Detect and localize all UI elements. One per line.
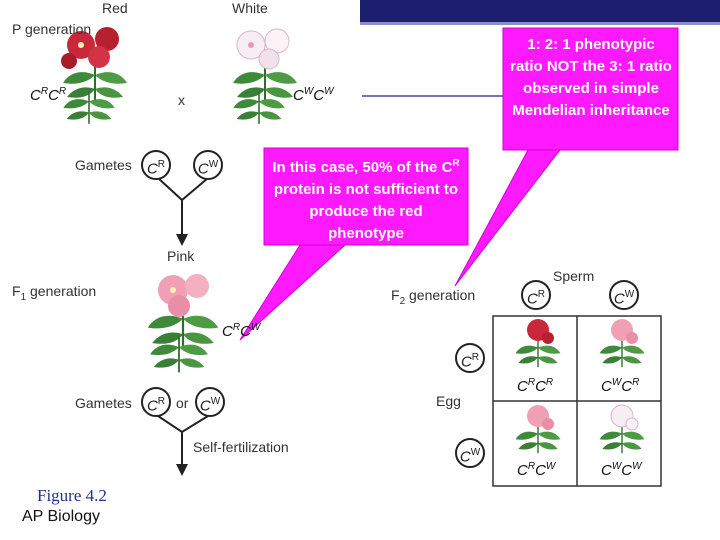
f1-generation-label: $F_1$ generation (12, 283, 97, 303)
sperm-cr-circle: $C^R$ (521, 280, 551, 310)
egg-cr-circle: $C^R$ (455, 343, 485, 373)
white-label: White (232, 0, 268, 16)
punnett-flower-rw-bottom (516, 405, 561, 453)
sperm-label: Sperm (553, 268, 595, 284)
gamete-cw-circle: $C^W$ (193, 150, 223, 180)
punnett-genotype-rw: $C^RC^W$ (517, 461, 556, 479)
f1-gamete-cr-circle: $C^R$ (141, 387, 171, 417)
punnett-flower-ww (600, 405, 645, 453)
punnett-genotype-wr: $C^WC^R$ (601, 377, 640, 395)
f1-gametes-label: Gametes (75, 395, 132, 411)
f2-generation-label: $F_2$ generation (391, 287, 476, 307)
egg-cw-circle: $C^W$ (455, 438, 485, 468)
white-genotype: $C^WC^W$ (293, 86, 334, 104)
ratio-callout-text: 1: 2: 1 phenotypic ratio NOT the 3: 1 ratio observed in simple Mendelian inheritance (510, 36, 672, 119)
f1-genotype: $C^RC^W$ (222, 322, 261, 340)
figure-label: Figure 4.2 (37, 486, 107, 505)
self-fertilization-label: Self-fertilization (193, 439, 289, 455)
sperm-cw-circle: $C^W$ (609, 280, 639, 310)
red-genotype: $C^RC^R$ (30, 86, 67, 104)
white-plant (233, 29, 297, 124)
protein-callout-text: In this case, 50% of the $C^R$ protein is not sufficient to produce the red phenotype (272, 158, 460, 242)
p-generation-label: P generation (12, 21, 92, 37)
gametes-label: Gametes (75, 157, 132, 173)
course-label: AP Biology (22, 508, 100, 525)
punnett-flower-rr (516, 319, 561, 367)
punnett-genotype-ww: $C^WC^W$ (601, 461, 642, 479)
gamete-cr-circle: $C^R$ (141, 150, 171, 180)
cross-symbol: x (178, 92, 185, 108)
punnett-genotype-rr: $C^RC^R$ (517, 377, 554, 395)
red-plant (61, 27, 127, 124)
pink-label: Pink (167, 248, 195, 264)
egg-label: Egg (436, 393, 461, 409)
or-label: or (176, 395, 189, 411)
punnett-flower-rw-top (600, 319, 645, 367)
f1-pink-plant (148, 274, 218, 372)
f1-gamete-cw-circle: $C^W$ (195, 387, 225, 417)
red-label: Red (102, 0, 128, 16)
